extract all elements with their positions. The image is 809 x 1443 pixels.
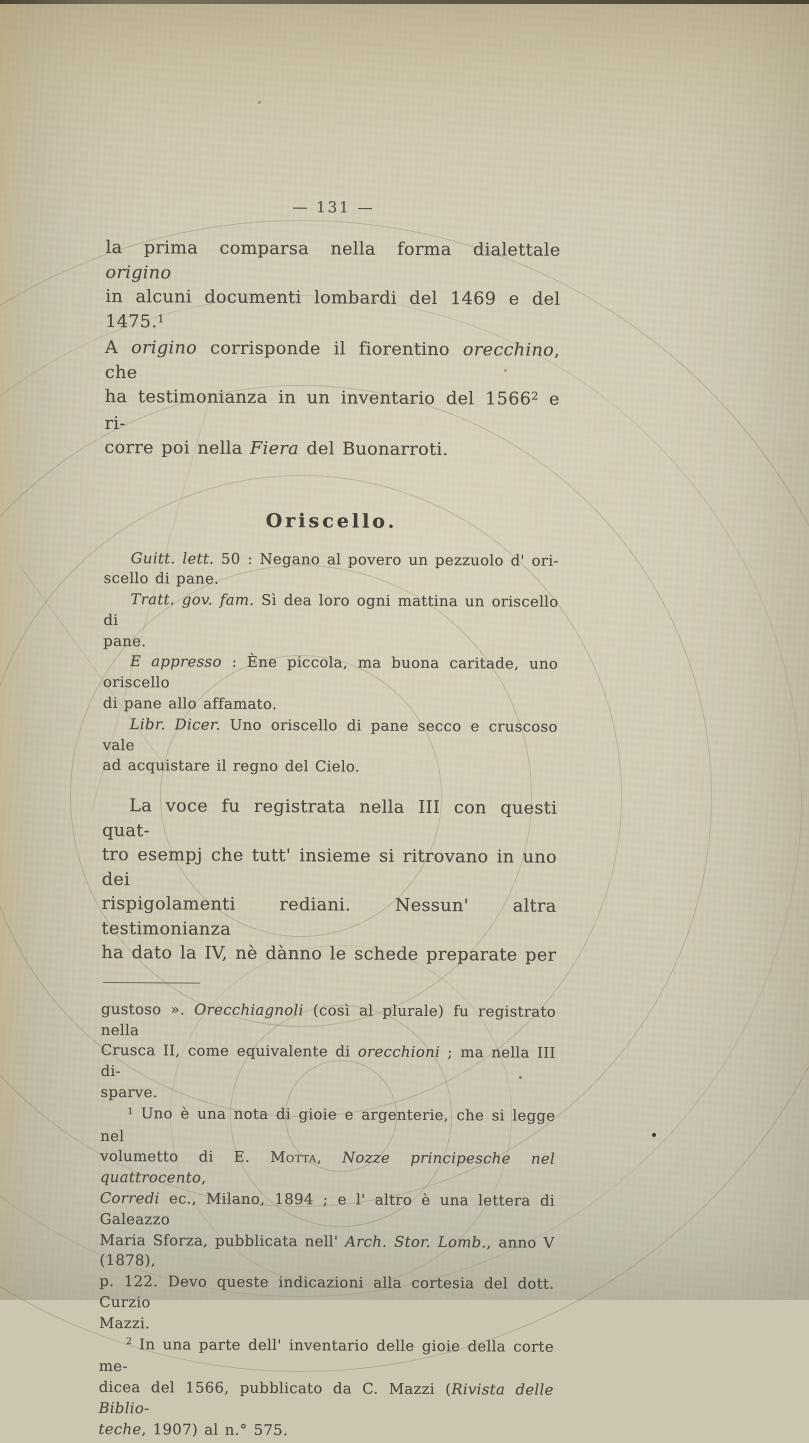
text-line: volumetto di E. Motta, Nozze principesche nel quattrocento, bbox=[99, 1148, 556, 1187]
quote-tratt-gov-fam bbox=[103, 590, 558, 655]
text-line: Tratt. gov. fam. Sì dea loro ogni mattina un oriscello di bbox=[103, 591, 559, 629]
text-line: $^1$ Uno è una nota di gioie e argenterie, che si legge nel bbox=[100, 1104, 556, 1145]
text-line: p. 122. Devo queste indicazioni alla cortesia del dott. Curzio bbox=[99, 1273, 555, 1312]
text-line: Libr. Dicer. Uno oriscello di pane secco e cruscoso vale bbox=[102, 716, 558, 754]
footnote-1 bbox=[99, 1104, 555, 1338]
quotation-block bbox=[102, 548, 558, 780]
text-line: Maria Sforza, pubblicata nell' Arch. Stor. Lomb., anno V (1878), bbox=[99, 1231, 555, 1270]
page-number: — 131 — bbox=[292, 198, 375, 217]
text-line: la prima comparsa nella forma dialettale origino bbox=[105, 237, 561, 283]
section-heading: Oriscello. bbox=[265, 509, 398, 533]
text-line: Crusca II, come equivalente di orecchioni ; ma nella III di- bbox=[100, 1042, 556, 1081]
footnote-2 bbox=[98, 1334, 554, 1443]
text-line: di pane allo affamato. bbox=[102, 695, 278, 714]
text-line: ad acquistare il regno del Cielo. bbox=[102, 757, 361, 777]
footnote-continuation bbox=[100, 1000, 556, 1107]
text-line: tro esempj che tutt' insieme si ritrovano in uno dei bbox=[101, 845, 558, 890]
quote-libr-dicer bbox=[102, 715, 557, 780]
text-line: A origino corrisponde il fiorentino orecchino, che bbox=[104, 337, 561, 383]
text-line: scello di pane. bbox=[103, 570, 220, 588]
quote-guitt-lett bbox=[104, 548, 559, 592]
text-line: pane. bbox=[103, 632, 147, 650]
text-line: sparve. bbox=[100, 1083, 158, 1102]
text-line: Mazzi. bbox=[99, 1314, 151, 1333]
text-line: ha testimonianza in un inventario del 1566$^2$ e ri- bbox=[104, 386, 560, 434]
text-line: E appresso : Ène piccola, ma buona caritade, uno oriscello bbox=[102, 653, 559, 692]
footnote-divider bbox=[103, 982, 200, 984]
text-line: in alcuni documenti lombardi del 1469 e del 1475.$^1$ bbox=[105, 286, 561, 332]
text-line: La voce fu registrata nella III con questi quat- bbox=[102, 796, 558, 842]
paragraph-intro bbox=[104, 236, 560, 463]
scan-edge-top bbox=[0, 0, 809, 4]
text-line: rispigolamenti rediani. Nessun' altra testimonianza bbox=[101, 894, 557, 940]
paper-speck bbox=[652, 1133, 656, 1137]
quote-e-appresso bbox=[103, 652, 558, 717]
text-line: teche, 1907) al n.° 575. bbox=[98, 1420, 289, 1439]
footnotes-block bbox=[98, 1000, 556, 1443]
text-line: corre poi nella Fiera del Buonarroti. bbox=[104, 437, 449, 461]
text-line: Corredi ec., Milano, 1894 ; e l' altro è una lettera di Galeazzo bbox=[99, 1189, 555, 1229]
text-line: gustoso ». Orecchiagnoli (così al plurale) fu registrato nella bbox=[100, 1000, 557, 1039]
paper-speck bbox=[258, 101, 261, 104]
text-line: ha dato la IV, nè dànno le schede preparate per bbox=[101, 943, 557, 967]
page-content bbox=[98, 197, 561, 1443]
text-line: Guitt. lett. 50 : Negano al povero un pezzuolo d' ori- bbox=[130, 549, 559, 570]
text-line: dicea del 1566, pubblicato da C. Mazzi (Rivista delle Biblio- bbox=[98, 1379, 554, 1418]
text-line: $^2$ In una parte dell' inventario delle gioie della corte me- bbox=[98, 1335, 555, 1376]
paragraph-commentary bbox=[101, 794, 557, 968]
